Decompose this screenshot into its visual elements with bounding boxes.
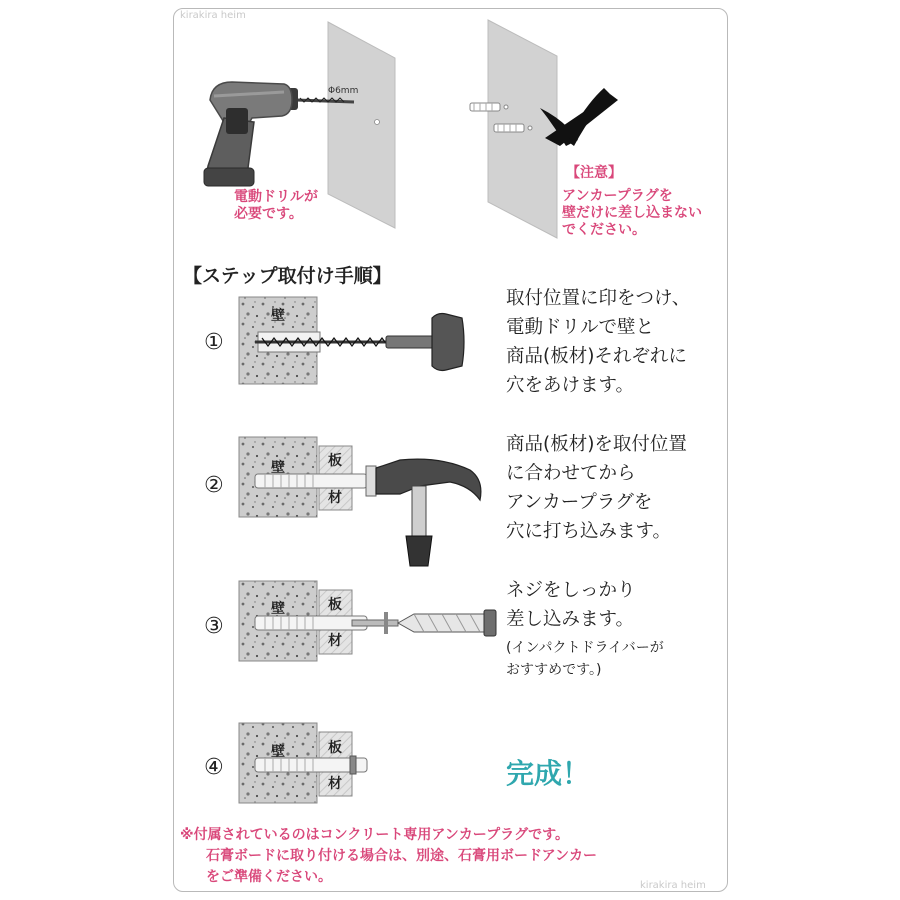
step3-sub-line1: (インパクトドライバーが [506,640,664,656]
step3-line1: ネジをしっかり [506,580,636,601]
screwdriver-bit-icon [398,610,496,636]
footer-note [180,825,597,888]
step1-line4: 穴をあけます。 [506,375,635,396]
board-label1-step2: 板 [328,453,342,469]
step2-line2: に合わせてから [506,463,636,484]
wall-label-step1: 壁 [271,308,285,324]
step3-sub-line2: おすすめです。) [506,662,602,678]
step2-line1: 商品(板材)を取付位置 [506,434,687,455]
board-label2-step2: 材 [328,490,342,506]
caution-line2: 壁だけに差し込まない [562,205,702,221]
footer-note-line1: ※付属されているのはコンクリート専用アンカープラグです。 [180,827,569,843]
step2-line3: アンカープラグを [506,492,653,513]
wall-label-step3: 壁 [271,601,285,617]
caution-line3: でください。 [562,222,646,238]
step1-line1: 取付位置に印をつけ、 [506,288,691,309]
hammer-icon [376,459,481,566]
footer-note-line2: 石膏ボードに取り付ける場合は、別途、石膏用ボードアンカー [206,848,598,864]
step3-line2: 差し込みます。 [506,609,635,630]
complete-label: 完成！ [506,757,591,790]
drill-size-label: Φ6mm [328,86,359,96]
caution-line1: アンカープラグを [562,188,673,204]
step1-line3: 商品(板材)それぞれに [506,346,687,367]
step4-diagram [239,723,367,803]
step3-diagram [239,581,496,661]
step2-number: ② [204,473,224,498]
step1-line2: 電動ドリルで壁と [506,317,655,338]
footer-note-line3: をご準備ください。 [206,869,332,885]
board-label1-step3: 板 [328,597,342,613]
step3-number: ③ [204,614,224,639]
drill-required-line1: 電動ドリルが [234,189,318,205]
wall-label-step4: 壁 [271,744,285,760]
board-label2-step3: 材 [328,633,342,649]
step2-line4: 穴に打ち込みます。 [506,521,672,542]
board-label2-step4: 材 [328,776,342,792]
wall-label-step2: 壁 [271,460,285,476]
board-label1-step4: 板 [328,740,342,756]
watermark-bottom: kirakira heim [640,880,706,891]
step4-number: ④ [204,755,224,780]
drill-panel-illustration [328,22,395,228]
steps-title: 【ステップ取付け手順】 [183,265,392,287]
caution-title: 【注意】 [566,165,622,181]
drill-required-line2: 必要です。 [234,206,303,222]
step1-number: ① [204,330,224,355]
watermark-top: kirakira heim [180,10,246,21]
